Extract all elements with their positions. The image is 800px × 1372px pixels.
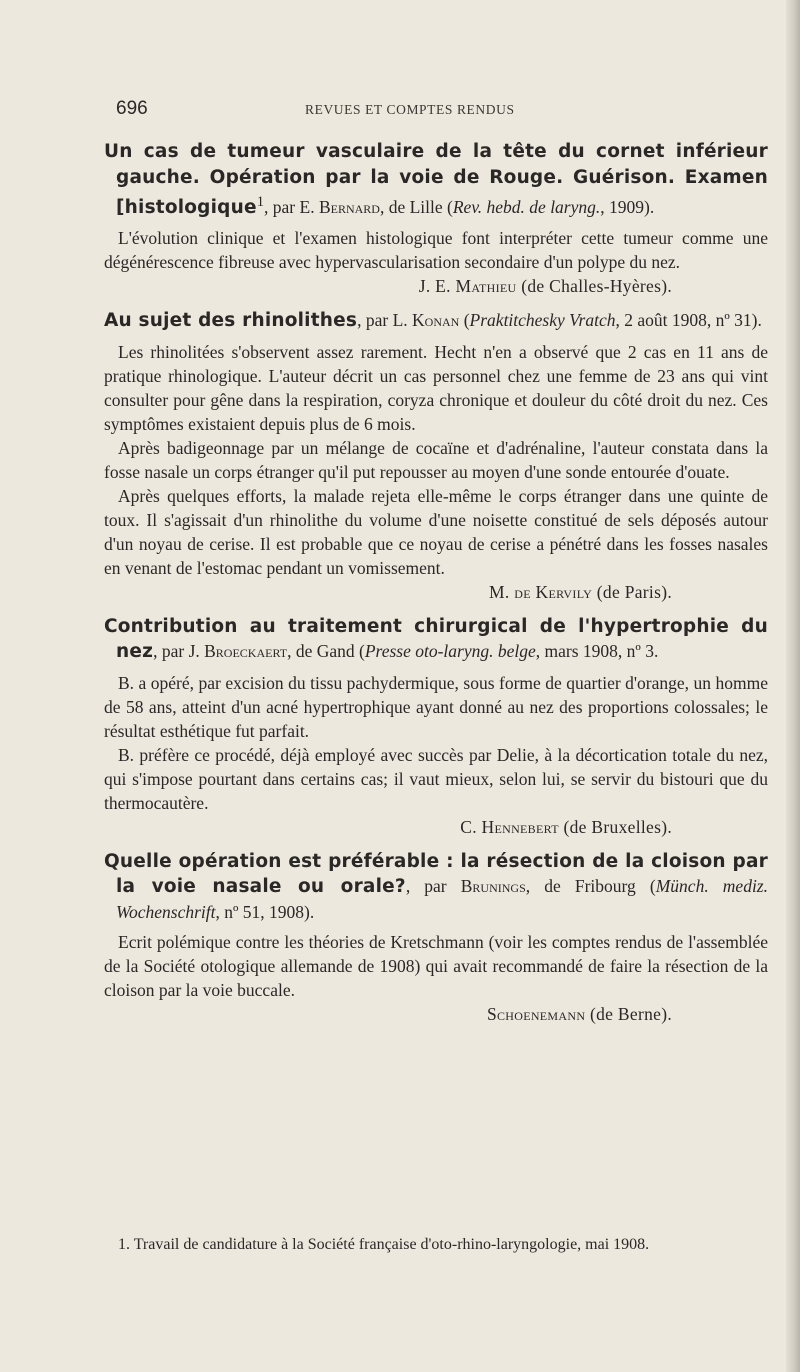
article-title-bold: Quelle opération est préférable : la résection de la cloison par la voie nasale ou orale? [104,850,768,898]
article-date: , 2 août 1908, nº 31). [615,310,762,331]
footnote-marker: 1 [256,194,265,210]
page-header [116,98,756,126]
article-signature [104,580,768,604]
article-author: Bernard [318,196,380,217]
article-paragraph: Après badigeonnage par un mélange de cocaïne et d'adrénaline, l'auteur constata dans la fosse nasale un corps étranger qu'il put repousser au moyen d'une sonde entourée d'ouate. [104,437,768,482]
article-journal: Presse oto-laryng. belge [364,641,536,662]
article-title [104,849,768,925]
article-title [104,308,768,334]
signature-initials: M. [489,581,515,602]
article-paragraph: B. a opéré, par excision du tissu pachydermique, sous forme de quartier d'orange, un homme de 58 ans, atteint d'un acné hypertrophique ayant donné au nez des proportions colossales; le résultat esthétique fut parfait. [104,672,768,741]
signature-place: (de Berne). [585,1004,672,1025]
article-signature [104,1002,768,1026]
article-paragraph: B. préfère ce procédé, déjà employé avec succès par Delie, à la décortication totale du nez, qui s'impose pourtant dans certains cas; il vaut mieux, selon lui, se servir du bistouri que du thermocautère. [104,744,768,813]
signature-name: Schoenemann [486,1004,586,1025]
article-journal: Münch. mediz. Wochenschrift [116,876,768,922]
article-author: Konan [412,310,460,331]
footnote: 1. Travail de candidature à la Société française d'oto-rhino-laryngologie, mai 1908. [118,1236,650,1253]
article-date: , nº 51, 1908). [215,901,315,922]
signature-name: Hennebert [481,816,559,837]
article-1 [104,139,768,298]
article-title-by: , par L. [357,310,413,331]
signature-name: Mathieu [455,276,517,297]
article-date: , mars 1908, nº 3. [535,641,659,662]
signature-place: (de Bruxelles). [558,816,672,837]
article-signature [104,274,768,298]
article-title-by: , par E. [264,196,319,217]
article-paragraph: Les rhinolitées s'observent assez rarement. Hecht n'en a observé que 2 cas en 11 ans de pratique rhinologique. L'auteur décrit un cas personnel chez une femme de 23 ans qui vint consulter pour gêne dans la respiration, coryza chronique et douleur du côté droit du nez. Ces symptômes existaient depuis plus de 6 mois. [104,341,768,434]
article-paragraph: Après quelques efforts, la malade rejeta elle-même le corps étranger dans une quinte de toux. Il s'agissait d'un rhinolithe du volume d'une noisette constitué de sels déposés autour d'un noyau de cerise. Il est probable que ce noyau de cerise a pénétré dans les fosses nasales en venant de l'estomac pendant un vomissement. [104,485,768,578]
article-title [104,614,768,665]
signature-place: (de Paris). [592,581,672,602]
article-title-bold: Au sujet des rhinolithes [104,310,358,332]
article-title [104,139,768,220]
article-journal: Praktitchesky Vratch [469,310,616,331]
article-title-from: , de Gand ( [287,641,365,662]
article-title-from: , de Lille ( [379,196,453,217]
article-title-from: , de Fribourg ( [525,876,656,897]
article-paragraph: Ecrit polémique contre les théories de Kretschmann (voir les comptes rendus de l'assemblée de la Société otologique allemande de 1908) qui avait recommandé de faire la résection de la cloison par la voie buccale. [104,932,768,1001]
page-body [104,139,768,1036]
article-3 [104,614,768,839]
article-signature [104,815,768,839]
article-4 [104,849,768,1027]
article-title-by: , par J. [153,641,205,662]
article-author: Broeckaert [204,641,288,662]
signature-initials: C. [460,816,482,837]
signature-name: de Kervily [514,581,593,602]
article-title-bold: Contribution au traitement chirurgical de l'hypertrophie du nez [104,615,768,663]
running-head: REVUES ET COMPTES RENDUS [305,102,515,117]
article-paragraph: L'évolution clinique et l'examen histologique font interpréter cette tumeur comme une dégénérescence fibreuse avec hypervascularisation secondaire d'un polype du nez. [104,228,768,273]
page-edge-shadow [786,0,800,1372]
article-journal: Rev. hebd. de laryng. [452,196,601,217]
article-date: , 1909). [600,196,655,217]
article-title-bold: Un cas de tumeur vasculaire de la tête du cornet inférieur gauche. Opération par la voie de Rouge. Guérison. Examen [histologique [104,141,768,218]
page-number: 696 [116,98,148,119]
article-title-by: , par [405,876,461,897]
signature-initials: J. E. [418,276,456,297]
article-title-from: ( [459,310,470,331]
signature-place: (de Challes-Hyères). [516,276,672,297]
article-2 [104,308,768,604]
article-author: Brunings [460,876,526,897]
